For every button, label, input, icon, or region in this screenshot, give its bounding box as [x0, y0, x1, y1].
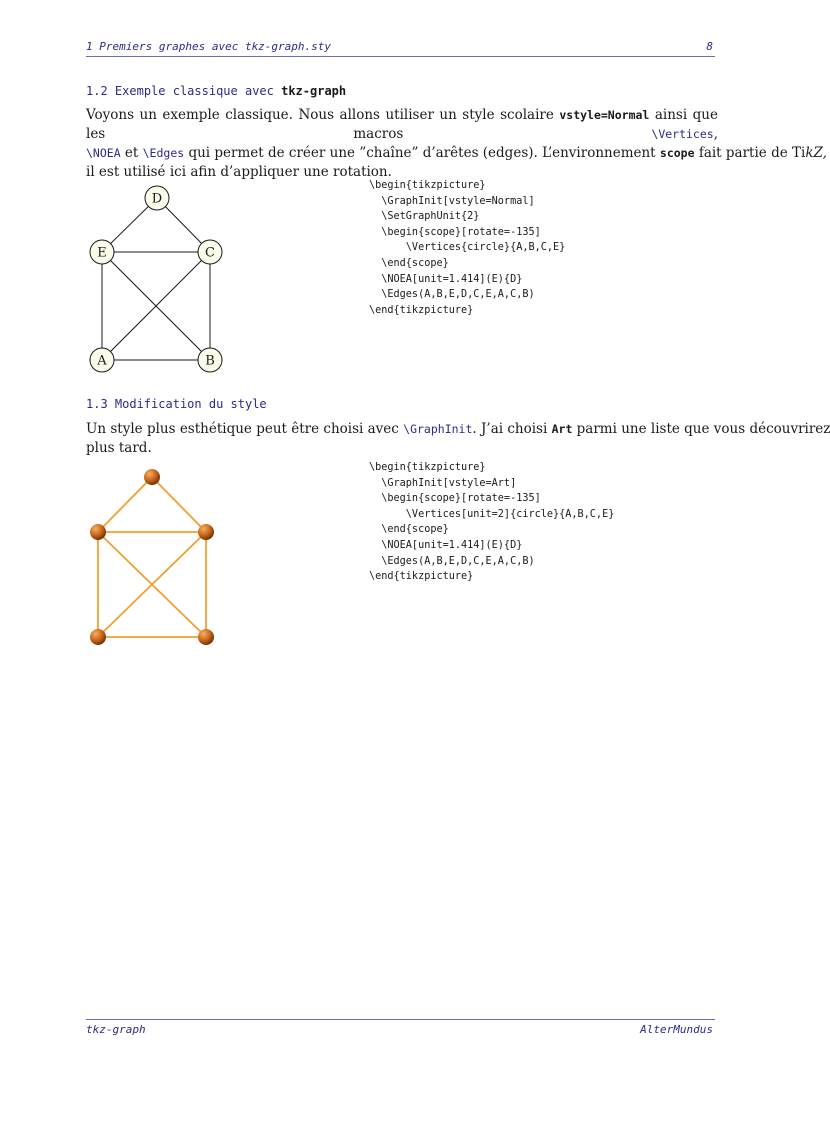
- section-1-3-paragraph: [86, 420, 830, 458]
- footer-author: AlterMundus: [640, 1023, 713, 1036]
- vertex-label-A: A: [97, 353, 107, 369]
- page-number: 8: [706, 40, 713, 53]
- vertex-label-B: B: [205, 353, 215, 369]
- macro-vertices: \Vertices: [651, 127, 714, 141]
- vertex-C: [198, 524, 214, 540]
- macro-edges: \Edges: [142, 146, 185, 160]
- section-number: 1.2: [86, 84, 108, 98]
- paragraph-line: il est utilisé ici afin d’appliquer une rotation.: [86, 164, 392, 180]
- code-line: \Edges(A,B,E,D,C,E,A,C,B): [369, 289, 535, 301]
- running-title: 1 Premiers graphes avec tkz-graph.sty: [86, 40, 332, 53]
- paragraph-line: \NOEA et \Edges qui permet de créer une ”chaîne” d’arêtes (edges). L’environnement scope fait partie de TikZ,: [86, 145, 827, 161]
- code-line: \begin{tikzpicture}: [369, 462, 486, 473]
- code-line: \NOEA[unit=1.414](E){D}: [369, 273, 523, 285]
- inline-code: vstyle=Normal: [559, 108, 650, 122]
- code-line: \begin{tikzpicture}: [369, 180, 486, 191]
- section-heading-1-3: [86, 397, 267, 411]
- macro-noea: \NOEA: [86, 146, 121, 160]
- code-line: \end{tikzpicture}: [369, 304, 474, 316]
- section-package-name: tkz-graph: [281, 84, 347, 98]
- paragraph-line: plus tard.: [86, 440, 152, 456]
- graph-normal-style: [80, 180, 240, 380]
- page-footer: [86, 1019, 715, 1038]
- code-line: \begin{scope}[rotate=-135]: [369, 226, 541, 238]
- section-title: Exemple classique avec: [114, 84, 274, 98]
- vertex-D: [144, 469, 160, 485]
- inline-code: scope: [659, 146, 695, 160]
- code-line: \Vertices{circle}{A,B,C,E}: [369, 242, 566, 254]
- footer-package: tkz-graph: [86, 1023, 146, 1036]
- vertex-B: [198, 629, 214, 645]
- vertex-E: [90, 524, 106, 540]
- edge-D-C: [152, 477, 206, 532]
- paragraph-line: Voyons un exemple classique. Nous allons utiliser un style scolaire vstyle=Normal ainsi que les macros \Vertices,: [86, 107, 718, 142]
- vertex-label-E: E: [97, 245, 107, 261]
- vertex-label-C: C: [205, 245, 215, 261]
- code-line: \GraphInit[vstyle=Art]: [369, 477, 517, 489]
- code-line: \SetGraphUnit{2}: [369, 211, 480, 223]
- code-listing-art: [369, 460, 614, 585]
- code-line: \end{tikzpicture}: [369, 571, 474, 583]
- inline-code: Art: [551, 422, 573, 436]
- edge-E-D: [98, 477, 152, 532]
- vertex-A: [90, 629, 106, 645]
- section-1-2-paragraph: [86, 106, 827, 182]
- section-heading-1-2: [86, 84, 346, 98]
- code-line: \begin{scope}[rotate=-135]: [369, 493, 541, 505]
- code-line: \Vertices[unit=2]{circle}{A,B,C,E}: [369, 508, 615, 520]
- code-line: \Edges(A,B,E,D,C,E,A,C,B): [369, 555, 535, 567]
- code-line: \NOEA[unit=1.414](E){D}: [369, 539, 523, 551]
- graph-art-style: [80, 460, 240, 655]
- section-number: 1.3: [86, 397, 108, 411]
- vertex-label-D: D: [151, 191, 163, 207]
- page-header: [86, 38, 715, 57]
- section-title: Modification du style: [114, 397, 267, 411]
- code-line: \GraphInit[vstyle=Normal]: [369, 195, 535, 207]
- code-listing-normal: [369, 178, 565, 318]
- code-line: \end{scope}: [369, 257, 449, 269]
- paragraph-line: Un style plus esthétique peut être choisi avec \GraphInit. J’ai choisi Art parmi une liste que vous découvrirez: [86, 421, 830, 437]
- macro-graphinit: \GraphInit: [403, 422, 473, 436]
- code-line: \end{scope}: [369, 524, 449, 536]
